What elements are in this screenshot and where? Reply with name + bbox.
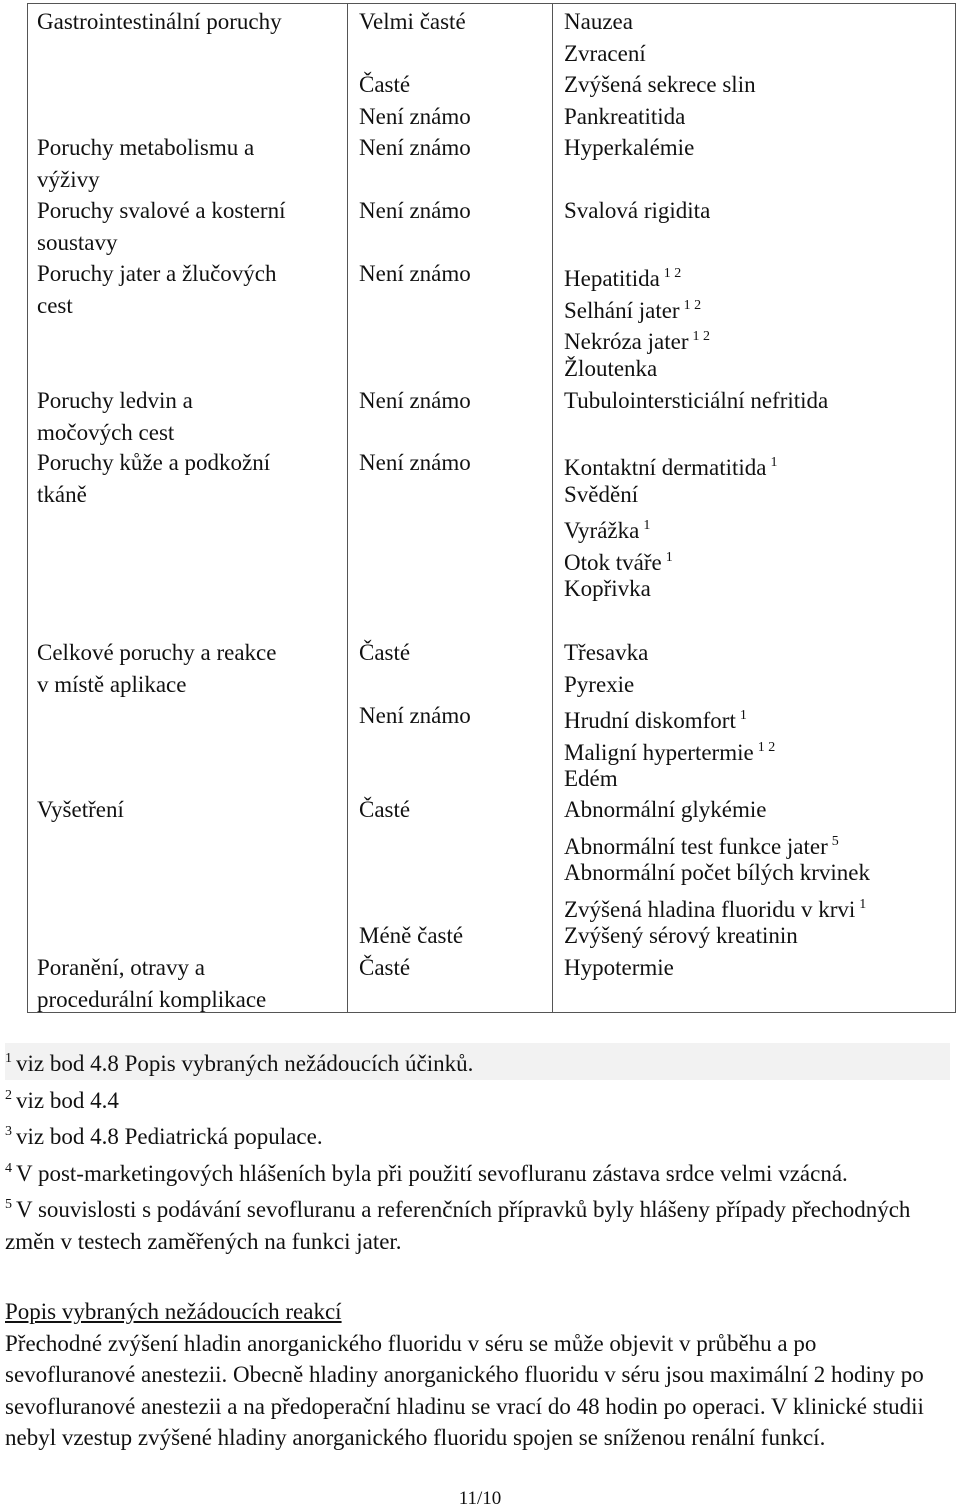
adverse-effect — [564, 732, 944, 764]
frequency-line: Časté — [359, 955, 411, 980]
frequency-line: Není známo — [359, 135, 471, 160]
adverse-effect-cell — [564, 794, 944, 952]
frequency-cell — [359, 637, 559, 732]
adverse-effect-text: Svědění — [564, 481, 639, 507]
organ-class-line: v místě aplikace — [37, 671, 187, 697]
adverse-effect-text: Pyrexie — [564, 671, 635, 697]
adverse-effect — [564, 573, 944, 605]
adverse-effect-text: Edém — [564, 766, 618, 791]
organ-class-line: Gastrointestinální poruchy — [37, 9, 282, 34]
adverse-effect-text: Svalová rigidita — [564, 198, 711, 223]
adverse-effect-cell — [564, 258, 944, 384]
adverse-effect — [564, 6, 944, 38]
frequency-line: Velmi časté — [359, 9, 466, 34]
adverse-effect-text: Abnormální test funkce jater — [564, 833, 828, 859]
adverse-effect-text: Žloutenka — [564, 355, 658, 381]
organ-class-cell — [37, 385, 337, 448]
frequency-line: Časté — [359, 640, 411, 665]
adverse-effect-cell — [564, 447, 944, 605]
adverse-effect-text: Kontaktní dermatitida — [564, 455, 767, 480]
frequency-cell — [359, 385, 559, 417]
organ-class-cell — [37, 637, 337, 700]
section-body: Přechodné zvýšení hladin anorganického fluoridu v séru se může objevit v průběhu a po sevofluranové anestezii. Obecně hladiny anorganického fluoridu v séru jsou maximální 2 hodiny po sevofluranové anestezii a na předoperační hladinu se vrací do 48 hodin po operaci. V klinické studii nebyl vzestup zvýšené hladiny anorganického fluoridu spojen se sníženou renální funkcí. — [5, 1330, 924, 1450]
adverse-effect — [564, 258, 944, 290]
organ-class-line: cest — [37, 292, 73, 318]
adverse-effect-text: Selhání jater — [564, 297, 680, 323]
adverse-effect — [564, 794, 944, 826]
frequency-line: Méně časté — [359, 923, 464, 948]
organ-class-line: tkáně — [37, 481, 87, 507]
adverse-effect-text: Hrudní diskomfort — [564, 708, 736, 733]
adverse-effect-text: Zvýšená sekrece slin — [564, 72, 756, 97]
frequency-line: Není známo — [359, 261, 471, 286]
footnote-reference: 1 2 — [683, 297, 702, 313]
organ-class-line: Poruchy metabolismu a — [37, 135, 255, 160]
frequency-line: Není známo — [359, 388, 471, 413]
row-divider — [28, 635, 955, 636]
organ-class-line: Celkové poruchy a reakce — [37, 640, 277, 665]
footnote-reference: 1 2 — [663, 266, 682, 281]
adverse-effect-text: Třesavka — [564, 640, 649, 665]
adverse-effect — [564, 920, 944, 952]
adverse-effect — [564, 353, 944, 385]
frequency-line: Není známo — [359, 450, 471, 475]
adverse-effect-text: Tubulointersticiální nefritida — [564, 388, 829, 413]
footnote-reference: 5 — [831, 833, 839, 849]
frequency-line — [359, 38, 559, 70]
frequency-cell — [359, 952, 559, 984]
organ-class-line: Poruchy kůže a podkožní — [37, 450, 271, 475]
organ-class-line: Poruchy ledvin a — [37, 388, 193, 413]
frequency-cell — [359, 195, 559, 227]
adverse-effect-text: Abnormální glykémie — [564, 797, 767, 822]
organ-class-line: Poruchy svalové a kosterní — [37, 198, 286, 223]
row-divider — [28, 256, 955, 257]
frequency-line: Časté — [359, 797, 411, 822]
organ-class-cell — [37, 258, 337, 321]
adverse-effect — [564, 195, 944, 227]
adverse-effect-cell — [564, 132, 944, 164]
row-divider — [28, 193, 955, 194]
adverse-effect — [564, 290, 944, 322]
organ-class-cell — [37, 794, 337, 826]
adverse-effect — [564, 763, 944, 795]
adverse-effect — [564, 857, 944, 889]
adverse-effect-text: Zvýšený sérový kreatinin — [564, 923, 798, 948]
row-divider — [28, 130, 955, 131]
adverse-effect — [564, 321, 944, 353]
column-divider — [347, 4, 348, 1012]
footnote: $^2$ viz bod 4.4 — [5, 1087, 119, 1113]
adverse-effect — [564, 826, 944, 858]
adverse-effect-cell — [564, 637, 944, 795]
frequency-line: Časté — [359, 72, 411, 97]
row-divider — [28, 445, 955, 446]
adverse-effect — [564, 637, 944, 669]
adverse-effect — [564, 669, 944, 701]
footnote-reference: 1 — [643, 518, 651, 533]
adverse-effect-text: Vyrážka — [564, 518, 640, 543]
adverse-effect-text: Maligní hypertermie — [564, 739, 754, 765]
section-title: Popis vybraných nežádoucích reakcí — [5, 1299, 342, 1324]
footnote-reference: 1 — [770, 455, 778, 470]
footnote: $^5$ V souvislosti s podávání sevofluranu a referenčních přípravků byly hlášeny případy přechodných změn v testech zaměřených na funkci jater. — [5, 1197, 911, 1254]
footnote-reference: 1 — [739, 708, 747, 723]
adverse-effect-text: Otok tváře — [564, 549, 662, 575]
adverse-effect-text: Abnormální počet bílých krvinek — [564, 860, 870, 885]
adverse-effect-text: Hepatitida — [564, 266, 660, 291]
footnote-reference: 1 2 — [692, 329, 711, 344]
adverse-effect-text: Nekróza jater — [564, 329, 689, 354]
adverse-effect-cell — [564, 952, 944, 984]
frequency-line — [359, 857, 559, 889]
adverse-effect — [564, 479, 944, 511]
organ-class-line: procedurální komplikace — [37, 986, 267, 1012]
frequency-line — [359, 826, 559, 858]
adverse-effect — [564, 952, 944, 984]
adverse-effect-text: Nauzea — [564, 9, 633, 34]
footnote: $^1$ viz bod 4.8 Popis vybraných nežádoucích účinků. — [5, 1043, 950, 1080]
adverse-effect — [564, 447, 944, 479]
adverse-effect-text: Hyperkalémie — [564, 135, 695, 160]
frequency-cell — [359, 794, 559, 952]
frequency-cell — [359, 258, 559, 290]
row-divider — [28, 383, 955, 384]
adverse-reactions-table — [27, 3, 956, 1013]
adverse-effect — [564, 69, 944, 101]
organ-class-line: Poranění, otravy a — [37, 955, 205, 980]
row-divider — [28, 792, 955, 793]
adverse-effect-text: Zvracení — [564, 40, 646, 66]
page-number: 11/10 — [458, 1488, 502, 1509]
selected-reactions-section — [5, 1296, 950, 1454]
frequency-cell — [359, 447, 559, 479]
adverse-effect-text: Zvýšená hladina fluoridu v krvi — [564, 896, 856, 922]
organ-class-line: výživy — [37, 166, 100, 192]
adverse-effect-cell — [564, 6, 944, 132]
adverse-effect — [564, 38, 944, 70]
adverse-effect — [564, 542, 944, 574]
frequency-line: Není známo — [359, 703, 471, 728]
adverse-effect — [564, 101, 944, 133]
organ-class-line: Vyšetření — [37, 797, 124, 822]
adverse-effect-cell — [564, 385, 944, 417]
frequency-cell — [359, 132, 559, 164]
footnote: $^3$ viz bod 4.8 Pediatrická populace. — [5, 1124, 323, 1149]
adverse-effect — [564, 132, 944, 164]
footnote-reference: 1 — [665, 549, 673, 565]
footnotes — [5, 1043, 950, 1257]
adverse-effect-text: Kopřivka — [564, 576, 651, 601]
organ-class-cell — [37, 132, 337, 195]
organ-class-line: soustavy — [37, 229, 118, 255]
frequency-cell — [359, 6, 559, 132]
row-divider — [28, 950, 955, 951]
frequency-line — [359, 889, 559, 921]
organ-class-cell — [37, 195, 337, 258]
adverse-effect — [564, 385, 944, 417]
adverse-effect-text: Hypotermie — [564, 955, 674, 980]
frequency-line: Není známo — [359, 198, 471, 223]
organ-class-line: Poruchy jater a žlučových — [37, 261, 277, 286]
adverse-effect-text: Pankreatitida — [564, 103, 686, 129]
footnote-reference: 1 — [859, 896, 867, 912]
adverse-effect — [564, 700, 944, 732]
footnote-reference: 1 2 — [757, 739, 776, 755]
organ-class-line: močových cest — [37, 419, 175, 445]
frequency-line — [359, 669, 559, 701]
adverse-effect — [564, 510, 944, 542]
organ-class-cell — [37, 6, 337, 38]
organ-class-cell — [37, 447, 337, 510]
frequency-line: Není známo — [359, 103, 471, 129]
organ-class-cell — [37, 952, 337, 1015]
footnote: $^4$ V post-marketingových hlášeních byla při použití sevofluranu zástava srdce velmi vzácná. — [5, 1160, 848, 1186]
adverse-effect-cell — [564, 195, 944, 227]
adverse-effect — [564, 889, 944, 921]
